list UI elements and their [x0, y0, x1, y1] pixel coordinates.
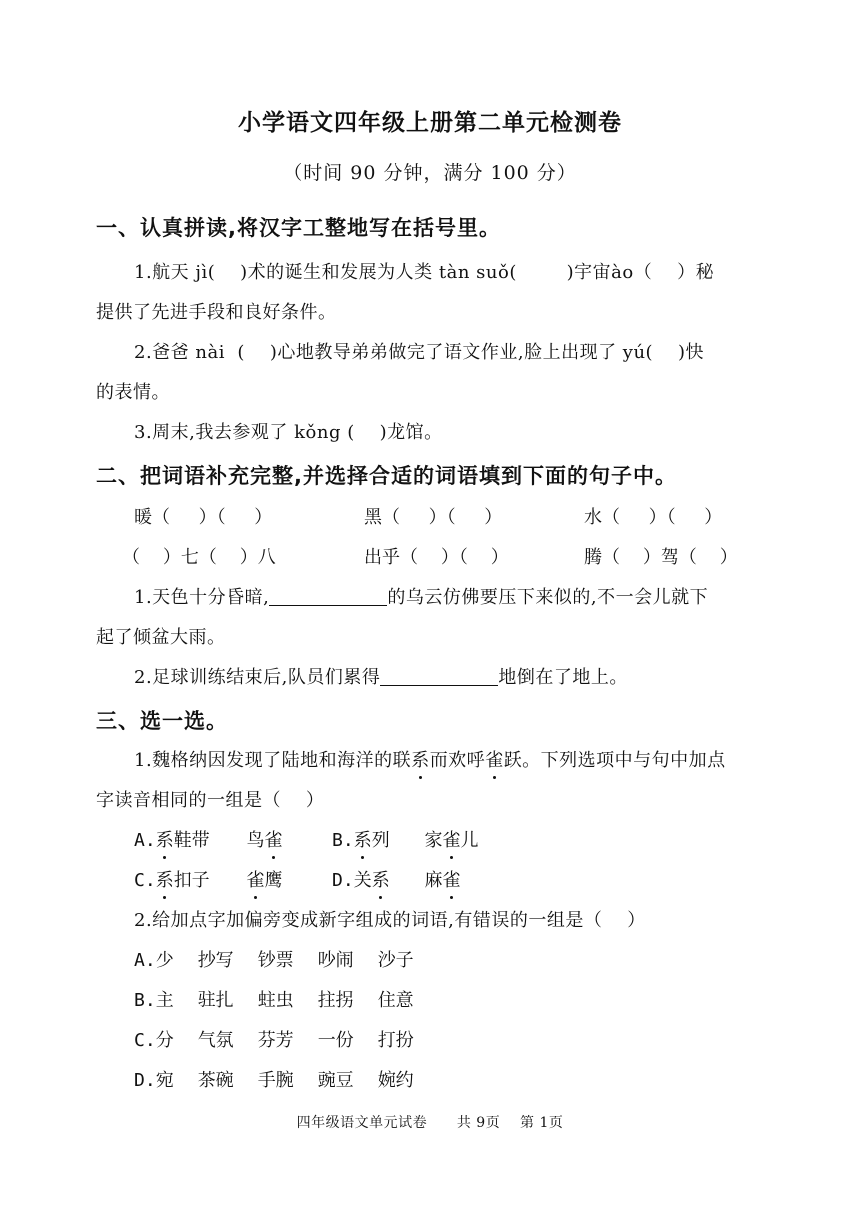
option-label: C.	[134, 1030, 156, 1051]
dotted-char: 系	[354, 826, 372, 852]
dotted-char: 系	[156, 866, 174, 892]
text: 驻扎	[197, 990, 234, 1011]
text: 打扮	[377, 1030, 414, 1051]
word-item: 黑（ ）（ ）	[364, 507, 503, 528]
dotted-char: 雀	[265, 826, 283, 852]
text: 列	[371, 830, 390, 851]
dotted-char: 雀	[443, 866, 461, 892]
option-label: A.	[134, 830, 156, 851]
s1-q1-line1: 1.航天 jì( )术的诞生和发展为人类 tàn suǒ( )宇宙ào（ ）秘	[134, 262, 715, 283]
text: 宛	[155, 1070, 174, 1091]
dotted-char: 雀	[443, 826, 461, 852]
s1-q2-line2: 的表情。	[96, 382, 170, 403]
text: 儿	[460, 830, 479, 851]
text: 跃。下列选项中与句中加点	[503, 750, 726, 771]
word-item: 水（ ）（ ）	[584, 507, 723, 528]
text: 手腕	[257, 1070, 294, 1091]
s2-sentence-2	[134, 663, 806, 689]
dotted-char: 系	[156, 826, 174, 852]
text: 茶碗	[197, 1070, 234, 1091]
section-1-heading: 一、认真拼读,将汉字工整地写在括号里。	[96, 216, 501, 240]
text: 主	[155, 990, 174, 1011]
q1-option-a[interactable]	[134, 826, 283, 852]
word-item: （ ）七（ ）八	[122, 547, 276, 568]
text: 分	[155, 1030, 174, 1051]
s3-q2: 2.给加点字加偏旁变成新字组成的词语,有错误的一组是（ ）	[134, 910, 646, 931]
word-item: 出乎（ ）（ ）	[364, 547, 509, 568]
text: 钞票	[257, 950, 294, 971]
text: 豌豆	[317, 1070, 354, 1091]
q2-option-b[interactable]	[134, 986, 414, 1012]
option-label: D.	[134, 1070, 156, 1091]
dotted-char: 系	[411, 746, 430, 772]
text: 家	[424, 830, 443, 851]
text: 麻	[424, 870, 443, 891]
text: 一份	[317, 1030, 354, 1051]
s3-q1-line1	[134, 746, 806, 772]
text: 沙子	[377, 950, 414, 971]
s2-s2-pre: 2.足球训练结束后,队员们累得	[134, 667, 381, 688]
s2-s1-post: 的乌云仿佛要压下来似的,不一会儿就下	[387, 587, 709, 608]
text: 吵闹	[317, 950, 354, 971]
option-label: C.	[134, 870, 156, 891]
text: 关	[353, 870, 372, 891]
word-item: 腾（ ）驾（ ）	[584, 547, 738, 568]
word-item: 暖（ ）（ ）	[134, 507, 273, 528]
q2-option-d[interactable]	[134, 1066, 414, 1092]
text: 住意	[377, 990, 414, 1011]
option-label: D.	[332, 870, 354, 891]
s1-q2-line1: 2.爸爸 nài ( )心地教导弟弟做完了语文作业,脸上出现了 yú( )快	[134, 342, 704, 363]
text: 抄写	[197, 950, 234, 971]
dotted-char: 系	[372, 866, 390, 892]
q1-option-d[interactable]	[332, 866, 461, 892]
text: 婉约	[377, 1070, 414, 1091]
page-subtitle: （时间 90 分钟，满分 100 分）	[283, 162, 577, 184]
text: 鞋带	[173, 830, 210, 851]
text: 气氛	[197, 1030, 234, 1051]
option-label: A.	[134, 950, 156, 971]
text: 蛀虫	[257, 990, 294, 1011]
option-label: B.	[134, 990, 156, 1011]
q1-option-b[interactable]	[332, 826, 479, 852]
section-2-heading: 二、把词语补充完整,并选择合适的词语填到下面的句子中。	[96, 464, 677, 488]
page-footer: 四年级语文单元试卷 共 9页 第 1页	[296, 1115, 564, 1131]
answer-blank[interactable]	[269, 587, 387, 606]
section-3-heading: 三、选一选。	[96, 709, 228, 733]
s1-q1-line2: 提供了先进手段和良好条件。	[96, 302, 337, 323]
s2-sentence-1-line2: 起了倾盆大雨。	[96, 627, 226, 648]
option-label: B.	[332, 830, 354, 851]
s2-s2-post: 地倒在了地上。	[498, 667, 628, 688]
text: 芬芳	[257, 1030, 294, 1051]
text: 而欢呼	[429, 750, 486, 771]
dotted-char: 雀	[247, 866, 265, 892]
s1-q3: 3.周末,我去参观了 kǒng ( )龙馆。	[134, 422, 443, 443]
s3-q1-line2: 字读音相同的一组是（ ）	[96, 790, 325, 811]
dotted-char: 雀	[485, 746, 504, 772]
text: 少	[155, 950, 174, 971]
q1-option-c[interactable]	[134, 866, 283, 892]
text: 1.魏格纳因发现了陆地和海洋的联	[134, 750, 412, 771]
page-title: 小学语文四年级上册第二单元检测卷	[238, 110, 622, 136]
q2-option-a[interactable]	[134, 946, 414, 972]
text: 扣子	[173, 870, 210, 891]
q2-option-c[interactable]	[134, 1026, 414, 1052]
s2-s1-pre: 1.天色十分昏暗,	[134, 587, 270, 608]
s2-sentence-1	[134, 583, 806, 609]
answer-blank[interactable]	[380, 667, 498, 686]
text: 鸟	[246, 830, 265, 851]
text: 拄拐	[317, 990, 354, 1011]
text: 鹰	[264, 870, 283, 891]
